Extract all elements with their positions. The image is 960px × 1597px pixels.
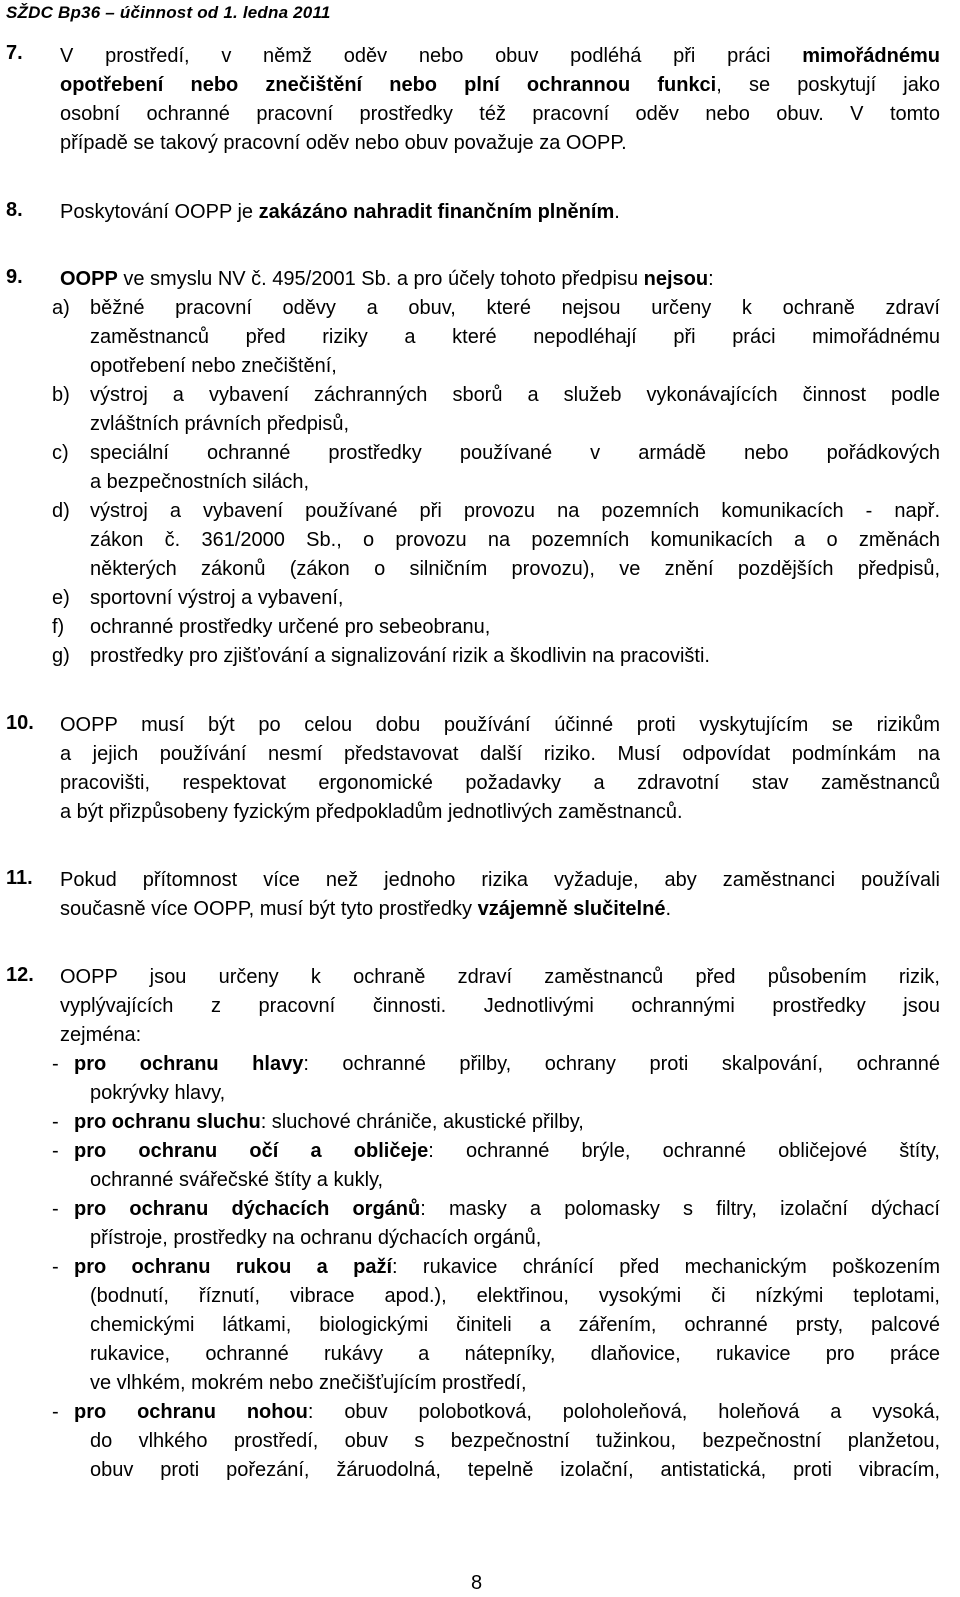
list-item-c-line-2: a bezpečnostních silách,	[90, 471, 310, 493]
protection-eyes-line-1: pro ochranu očí a obličeje: ochranné brýle, ochranné obličejové štíty,	[74, 1140, 940, 1162]
protection-feet-line-2: do vlhkého prostředí, obuv s bezpečnostní tužinkou, bezpečnostní planžetou,	[90, 1430, 940, 1452]
section-9-number: 9.	[6, 266, 23, 288]
protection-head-line-2: pokrývky hlavy,	[90, 1082, 226, 1104]
list-label-e: e)	[52, 587, 70, 609]
list-item-g: prostředky pro zjišťování a signalizování rizik a škodlivin na pracovišti.	[90, 645, 710, 667]
protection-hands-line-4: rukavice, ochranné rukávy a nátepníky, dlaňovice, rukavice pro práce	[90, 1343, 940, 1365]
protection-hands-line-1: pro ochranu rukou a paží: rukavice chránící před mechanickým poškozením	[74, 1256, 940, 1278]
bullet-dash: -	[52, 1256, 59, 1278]
section-10-number: 10.	[6, 712, 34, 734]
list-label-g: g)	[52, 645, 70, 667]
section-10-line-4: a být přizpůsobeny fyzickým předpokladům jednotlivých zaměstnanců.	[60, 801, 683, 823]
list-item-d-line-1: výstroj a vybavení používané při provozu na pozemních komunikacích - např.	[90, 500, 940, 522]
bullet-dash: -	[52, 1140, 59, 1162]
list-label-b: b)	[52, 384, 70, 406]
protection-head-line-1: pro ochranu hlavy: ochranné přilby, ochrany proti skalpování, ochranné	[74, 1053, 940, 1075]
section-10-line-1: OOPP musí být po celou dobu používání účinné proti vyskytujícím se rizikům	[60, 714, 940, 736]
bullet-dash: -	[52, 1053, 59, 1075]
section-7-line-4: případě se takový pracovní oděv nebo obuv považuje za OOPP.	[60, 132, 627, 154]
list-label-a: a)	[52, 297, 70, 319]
protection-hands-line-3: chemickými látkami, biologickými činiteli a zářením, ochranné prsty, palcové	[90, 1314, 940, 1336]
bullet-dash: -	[52, 1401, 59, 1423]
bullet-dash: -	[52, 1111, 59, 1133]
section-7-line-2: opotřebení nebo znečištění nebo plní ochrannou funkci, se poskytují jako	[60, 74, 940, 96]
section-12-line-2: vyplývajících z pracovní činnosti. Jednotlivými ochrannými prostředky jsou	[60, 995, 940, 1017]
list-item-a-line-1: běžné pracovní oděvy a obuv, které nejsou určeny k ochraně zdraví	[90, 297, 940, 319]
list-item-a-line-2: zaměstnanců před riziky a které nepodléhají při práci mimořádnému	[90, 326, 940, 348]
section-10-line-2: a jejich používání nesmí představovat další riziko. Musí odpovídat podmínkám na	[60, 743, 940, 765]
protection-hands-line-5: ve vlhkém, mokrém nebo znečišťujícím prostředí,	[90, 1372, 527, 1394]
list-item-d-line-2: zákon č. 361/2000 Sb., o provozu na pozemních komunikacích a o změnách	[90, 529, 940, 551]
protection-hands-line-2: (bodnutí, říznutí, vibrace apod.), elektřinou, vysokými či nízkými teplotami,	[90, 1285, 940, 1307]
section-11-line-2: současně více OOPP, musí být tyto prostředky vzájemně slučitelné.	[60, 898, 672, 920]
section-11-line-1: Pokud přítomnost více než jednoho rizika vyžaduje, aby zaměstnanci používali	[60, 869, 940, 891]
section-12-line-3: zejména:	[60, 1024, 142, 1046]
section-10-line-3: pracovišti, respektovat ergonomické požadavky a zdravotní stav zaměstnanců	[60, 772, 940, 794]
section-11-number: 11.	[6, 867, 33, 889]
section-8-number: 8.	[6, 199, 23, 221]
protection-feet-line-1: pro ochranu nohou: obuv polobotková, poloholeňová, holeňová a vysoká,	[74, 1401, 941, 1423]
section-12-line-1: OOPP jsou určeny k ochraně zdraví zaměstnanců před působením rizik,	[60, 966, 940, 988]
protection-feet-line-3: obuv proti pořezání, žáruodolná, tepelně izolační, antistatická, proti vibracím,	[90, 1459, 940, 1481]
list-item-a-line-3: opotřebení nebo znečištění,	[90, 355, 337, 377]
section-9-intro: OOPP ve smyslu NV č. 495/2001 Sb. a pro účely tohoto předpisu nejsou:	[60, 268, 714, 290]
section-7-line-3: osobní ochranné pracovní prostředky též pracovní oděv nebo obuv. V tomto	[60, 103, 940, 125]
protection-eyes-line-2: ochranné svářečské štíty a kukly,	[90, 1169, 384, 1191]
list-item-d-line-3: některých zákonů (zákon o silničním provozu), ve znění pozdějších předpisů,	[90, 558, 940, 580]
section-12-number: 12.	[6, 964, 34, 986]
protection-respiratory-line-2: přístroje, prostředky na ochranu dýchacích orgánů,	[90, 1227, 542, 1249]
list-label-c: c)	[52, 442, 69, 464]
protection-respiratory-line-1: pro ochranu dýchacích orgánů: masky a polomasky s filtry, izolační dýchací	[74, 1198, 940, 1220]
list-label-f: f)	[52, 616, 65, 638]
list-item-b-line-2: zvláštních právních předpisů,	[90, 413, 350, 435]
page-number: 8	[471, 1572, 483, 1594]
bullet-dash: -	[52, 1198, 59, 1220]
list-item-b-line-1: výstroj a vybavení záchranných sborů a služeb vykonávajících činnost podle	[90, 384, 940, 406]
list-item-e: sportovní výstroj a vybavení,	[90, 587, 344, 609]
section-7-number: 7.	[6, 42, 23, 64]
list-label-d: d)	[52, 500, 70, 522]
section-8-text: Poskytování OOPP je zakázáno nahradit finančním plněním.	[60, 201, 620, 223]
section-7-line-1: V prostředí, v němž oděv nebo obuv podléhá při práci mimořádnému	[60, 45, 940, 67]
list-item-c-line-1: speciální ochranné prostředky používané v armádě nebo pořádkových	[90, 442, 940, 464]
protection-hearing-line-1: pro ochranu sluchu: sluchové chrániče, akustické přilby,	[74, 1111, 584, 1133]
document-header: SŽDC Bp36 – účinnost od 1. ledna 2011	[6, 3, 331, 22]
list-item-f: ochranné prostředky určené pro sebeobranu,	[90, 616, 491, 638]
